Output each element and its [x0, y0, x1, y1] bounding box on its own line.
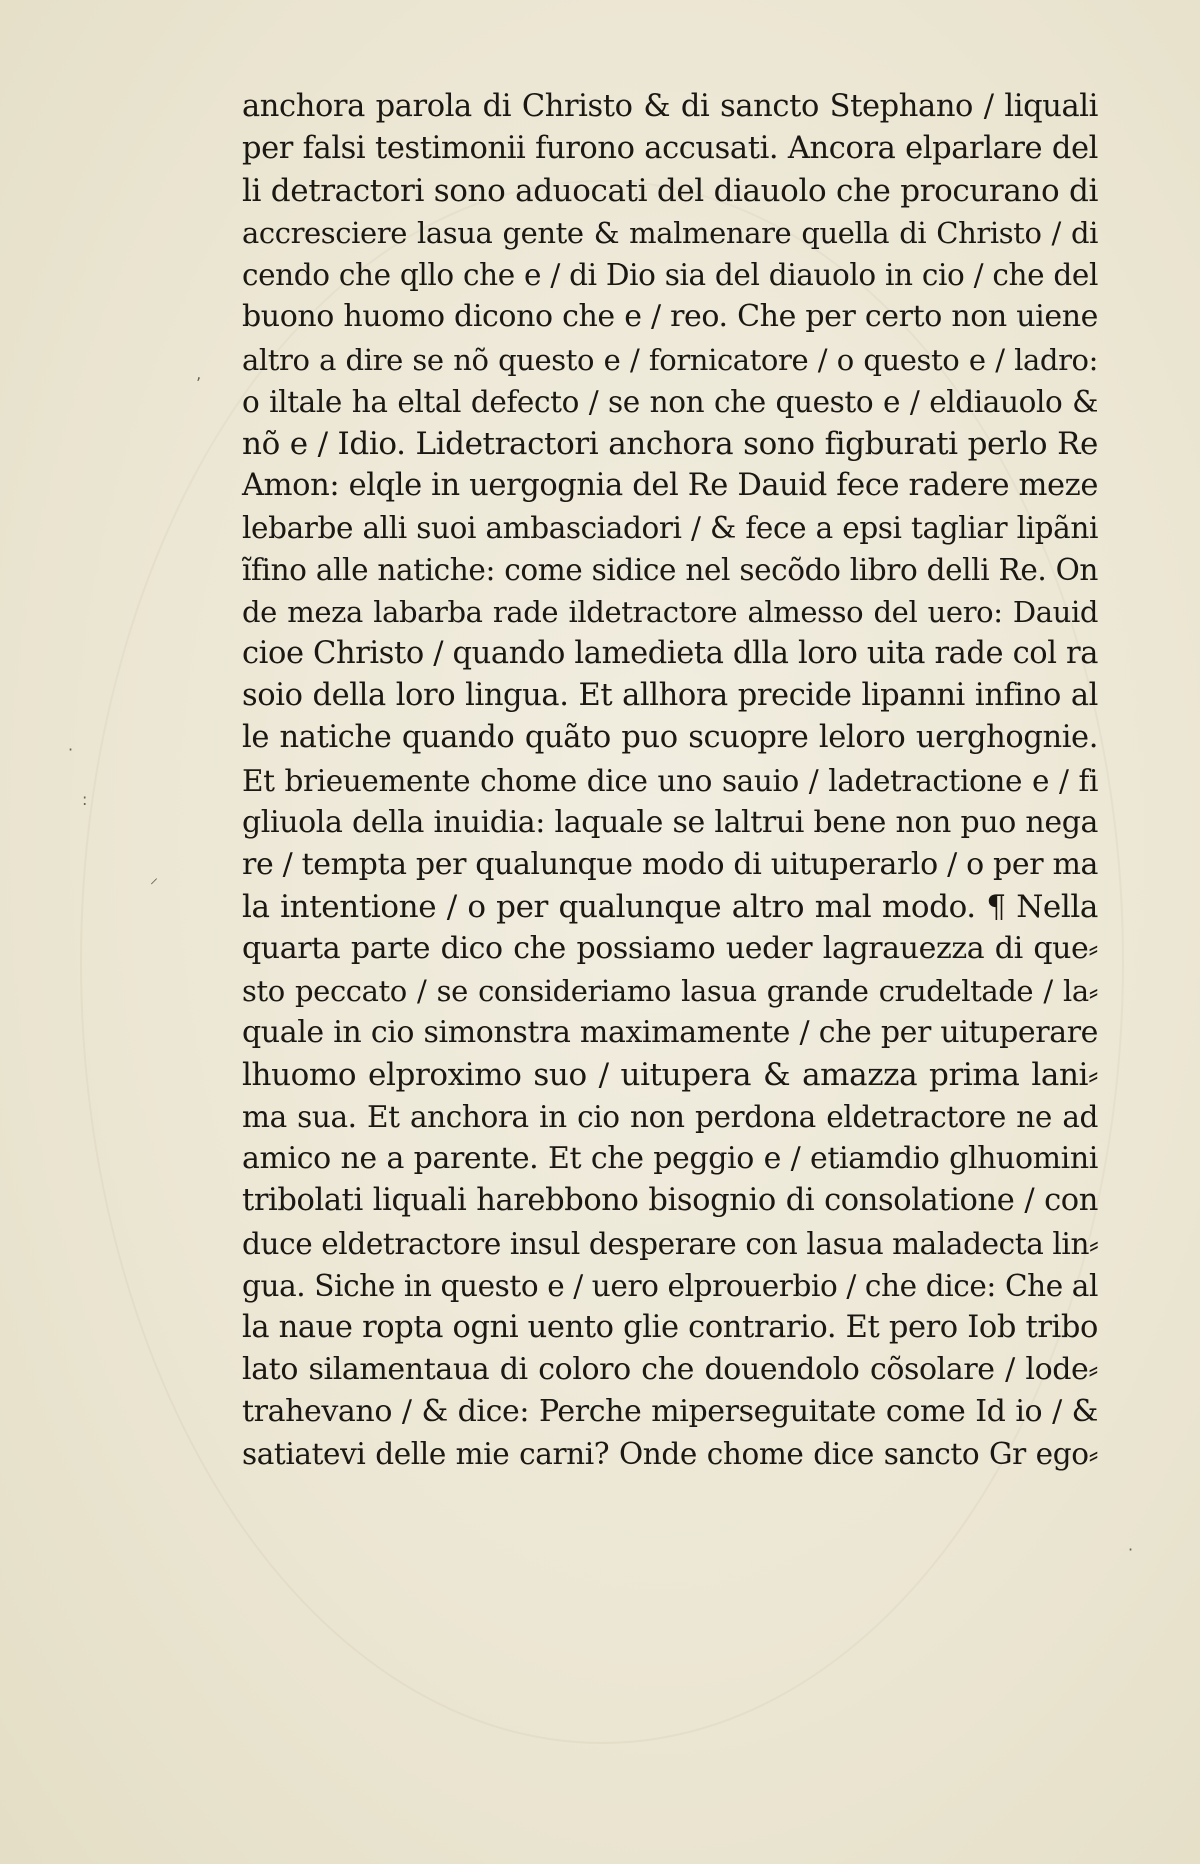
text-line: ma sua. Et anchora in cio non perdona eldetractore ne ad — [242, 1100, 1098, 1135]
ink-speck: · — [68, 740, 74, 759]
text-line: buono huomo dicono che e / reo. Che per certo non uiene — [242, 299, 1098, 335]
text-line: lato silamentaua di coloro che douendolo cõsolare / lode⸗ — [242, 1351, 1098, 1387]
text-line: amico ne a parente. Et che peggio e / etiamdio glhuomini — [242, 1141, 1098, 1177]
text-line: per falsi testimonii furono accusati. Ancora elparlare del — [242, 131, 1098, 167]
text-line: cioe Christo / quando lamedieta dlla loro uita rade col ra — [242, 636, 1098, 672]
text-line: altro a dire se nõ questo e / fornicatore / o questo e / ladro: — [242, 342, 1098, 377]
ink-speck: ʼ — [196, 374, 202, 393]
text-line: re / tempta per qualunque modo di uituperarlo / o per ma — [242, 846, 1098, 882]
ink-speck: ⸝ — [150, 868, 159, 887]
text-line: quarta parte dico che possiamo ueder lagrauezza di que⸗ — [242, 930, 1098, 966]
text-line: la intentione / o per qualunque altro mal modo. ¶ Nella — [242, 888, 1098, 925]
text-line: trahevano / & dice: Perche miperseguitate come Id io / & — [242, 1393, 1098, 1429]
text-line: de meza labarba rade ildetractore almesso del uero: Dauid — [242, 595, 1098, 630]
text-line: ĩfino alle natiche: come sidice nel secõdo libro delli Re. On — [242, 553, 1098, 588]
text-line: li detractori sono aduocati del diauolo che procurano di — [242, 173, 1098, 210]
text-line: Amon: elqle in uergognia del Re Dauid fece radere meze — [242, 467, 1098, 503]
text-line: anchora parola di Christo & di sancto Stephano / liquali — [242, 89, 1098, 124]
text-line: lhuomo elproximo suo / uitupera & amazza prima lani⸗ — [242, 1057, 1098, 1094]
text-line: accresciere lasua gente & malmenare quella di Christo / di — [242, 216, 1098, 251]
text-line: Et brieuemente chome dice uno sauio / ladetractione e / fi — [242, 763, 1098, 798]
text-line: duce eldetractore insul desperare con lasua maladecta lin⸗ — [242, 1226, 1099, 1261]
text-line: cendo che qllo che e / di Dio sia del diauolo in cio / che del — [242, 258, 1098, 293]
text-line: soio della loro lingua. Et allhora precide lipanni infino al — [242, 678, 1098, 714]
body-text — [242, 86, 1098, 1475]
text-line: gliuola della inuidia: laquale se laltrui bene non puo nega — [242, 804, 1098, 840]
text-line: tribolati liquali harebbono bisognio di consolatione / con — [242, 1183, 1098, 1219]
text-line: lebarbe alli suoi ambasciadori / & fece a epsi tagliar lipãni — [242, 510, 1098, 545]
text-line: le natiche quando quãto puo scuopre leloro uerghognie. — [242, 720, 1098, 756]
text-line: quale in cio simonstra maximamente / che per uituperare — [242, 1015, 1098, 1051]
text-line: gua. Siche in questo e / uero elprouerbio / che dice: Che al — [242, 1268, 1098, 1303]
text-line: la naue ropta ogni uento glie contrario. Et pero Iob tribo — [242, 1309, 1098, 1345]
text-line: satiatevi delle mie carni? Onde chome dice sancto Gr ego⸗ — [242, 1437, 1098, 1471]
text-line: sto peccato / se consideriamo lasua grande crudeltade / la⸗ — [242, 973, 1098, 1008]
text-line: nõ e / Idio. Lidetractori anchora sono figburati perlo Re — [242, 425, 1098, 462]
ink-speck: · — [1128, 1540, 1134, 1559]
text-line: o iltale ha eltal defecto / se non che questo e / eldiauolo & — [242, 384, 1098, 419]
ink-speck: : — [82, 790, 88, 809]
